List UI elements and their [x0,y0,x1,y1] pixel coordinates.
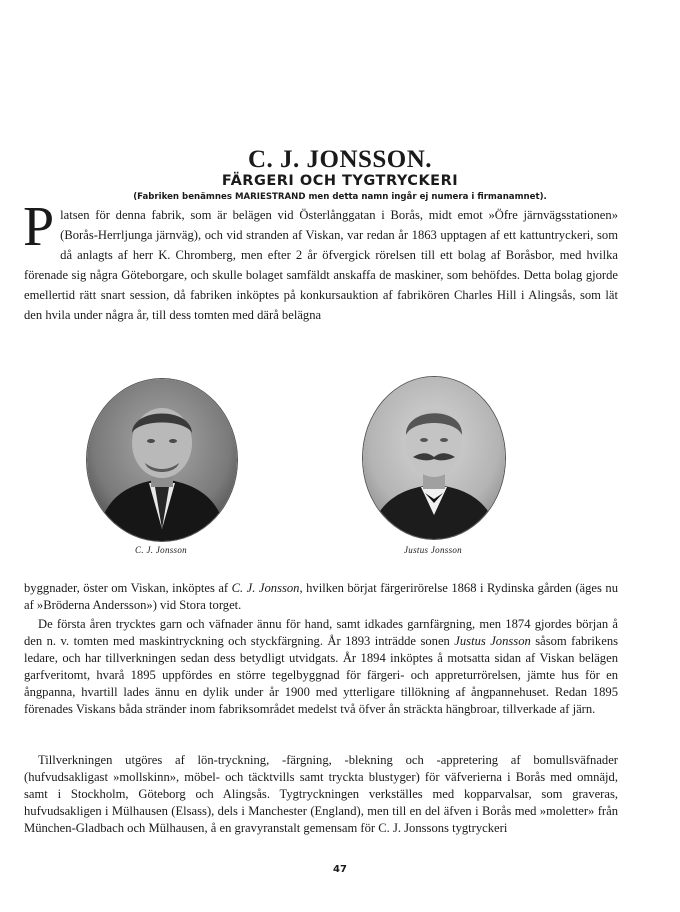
portrait-photo-icon [362,376,506,540]
page-subtitle: FÄRGERI OCH TYGTRYCKERI [221,173,459,189]
body-paragraph [24,580,618,614]
body-text: såsom fabrikens ledare, och har tillverkningen sedan dess betydligt utvidgats. År 1894 inköptes å motsatta sidan af Viskan belägen garfveritomt, hvarå 1895 uppfördes en större tegelbyggnad för färgeri- och appreturrörelsen, jämte hus för en ångpanna, hvartill lades ännu en dylik under år 1900 med ytterligare tillökning af ångpannehuset. Redan 1895 förenades Viskans båda stränder inom fabriksområdet medelst två öfver ån sträckta hängbroar, tillverkade af järn. [24,634,619,716]
person-name: Justus Jonsson [454,634,531,648]
body-paragraph: Tillverkningen utgöres af lön-tryckning, -färgning, -blekning och -appretering af bomullsväfnader (hufvudsakligast »mollskinn», möbel- och täcktvills samt tryckta blustyger) för väfverierna i Borås med omnäjd, samt i Stockholm, Göteborg och Alingsås. Tygtryckningen verkställes med kopparvalsar, som graveras, hufvudsakligen i Mülhausen (Elsass), dels i Manchester (England), men till en del äfven i Borås med »moletter» från München-Gladbach och Mülhausen, å en gravyranstalt gemensam för C. J. Jonssons tygtryckeri [24,753,618,835]
page-number: 47 [333,864,347,875]
photo-caption: C. J. Jonsson [135,545,187,555]
body-paragraph [24,616,618,718]
body-text: byggnader, öster om Viskan, inköptes af [24,581,232,595]
body-text: De första åren trycktes garn och väfnader ännu för hand, samt idkades garnfärgning, men 1874 gjordes början å den n. v. tomten med maskintryckning och styckfärgning. År 1893 inträdde sonen [24,617,618,648]
person-name: C. J. Jonsson [231,581,300,595]
portrait-photo-icon [86,378,238,542]
intro-text: latsen för denna fabrik, som är belägen vid Österlånggatan i Borås, midt emot »Öfre järnvägsstationen» (Borås-Herrljunga järnväg), och vid stranden af Viskan, var redan år 1863 upptagen af ett kattuntryckeri, som då anlagts af herr K. Chromberg, men efter 2 år öfvergick rörelsen till ett bolag af Boråsbor, med hvilka förenade sig några Göteborgare, och skulle bolaget samfäldt anskaffa de maskiner, som behöfdes. Detta bolag gjorde emellertid rätt snart session, då fabriken inköptes på konkursauktion af fabrikören Charles Hill i Alingsås, som lät den hvila under några år, till dess tomten med därå belägna [24,208,618,322]
body-text: , hvilken börjat färgerirörelse 1868 i Rydinska gården (äges nu af »Bröderna Andersson») vid Stora torget. [24,581,618,612]
page-title: C. J. JONSSON. [247,146,433,173]
drop-cap-initial: P [23,196,55,258]
name-note: (Fabriken benämnes MARIESTRAND men detta namn ingår ej numera i firmanamnet). [133,192,547,202]
photo-caption: Justus Jonsson [404,545,462,555]
